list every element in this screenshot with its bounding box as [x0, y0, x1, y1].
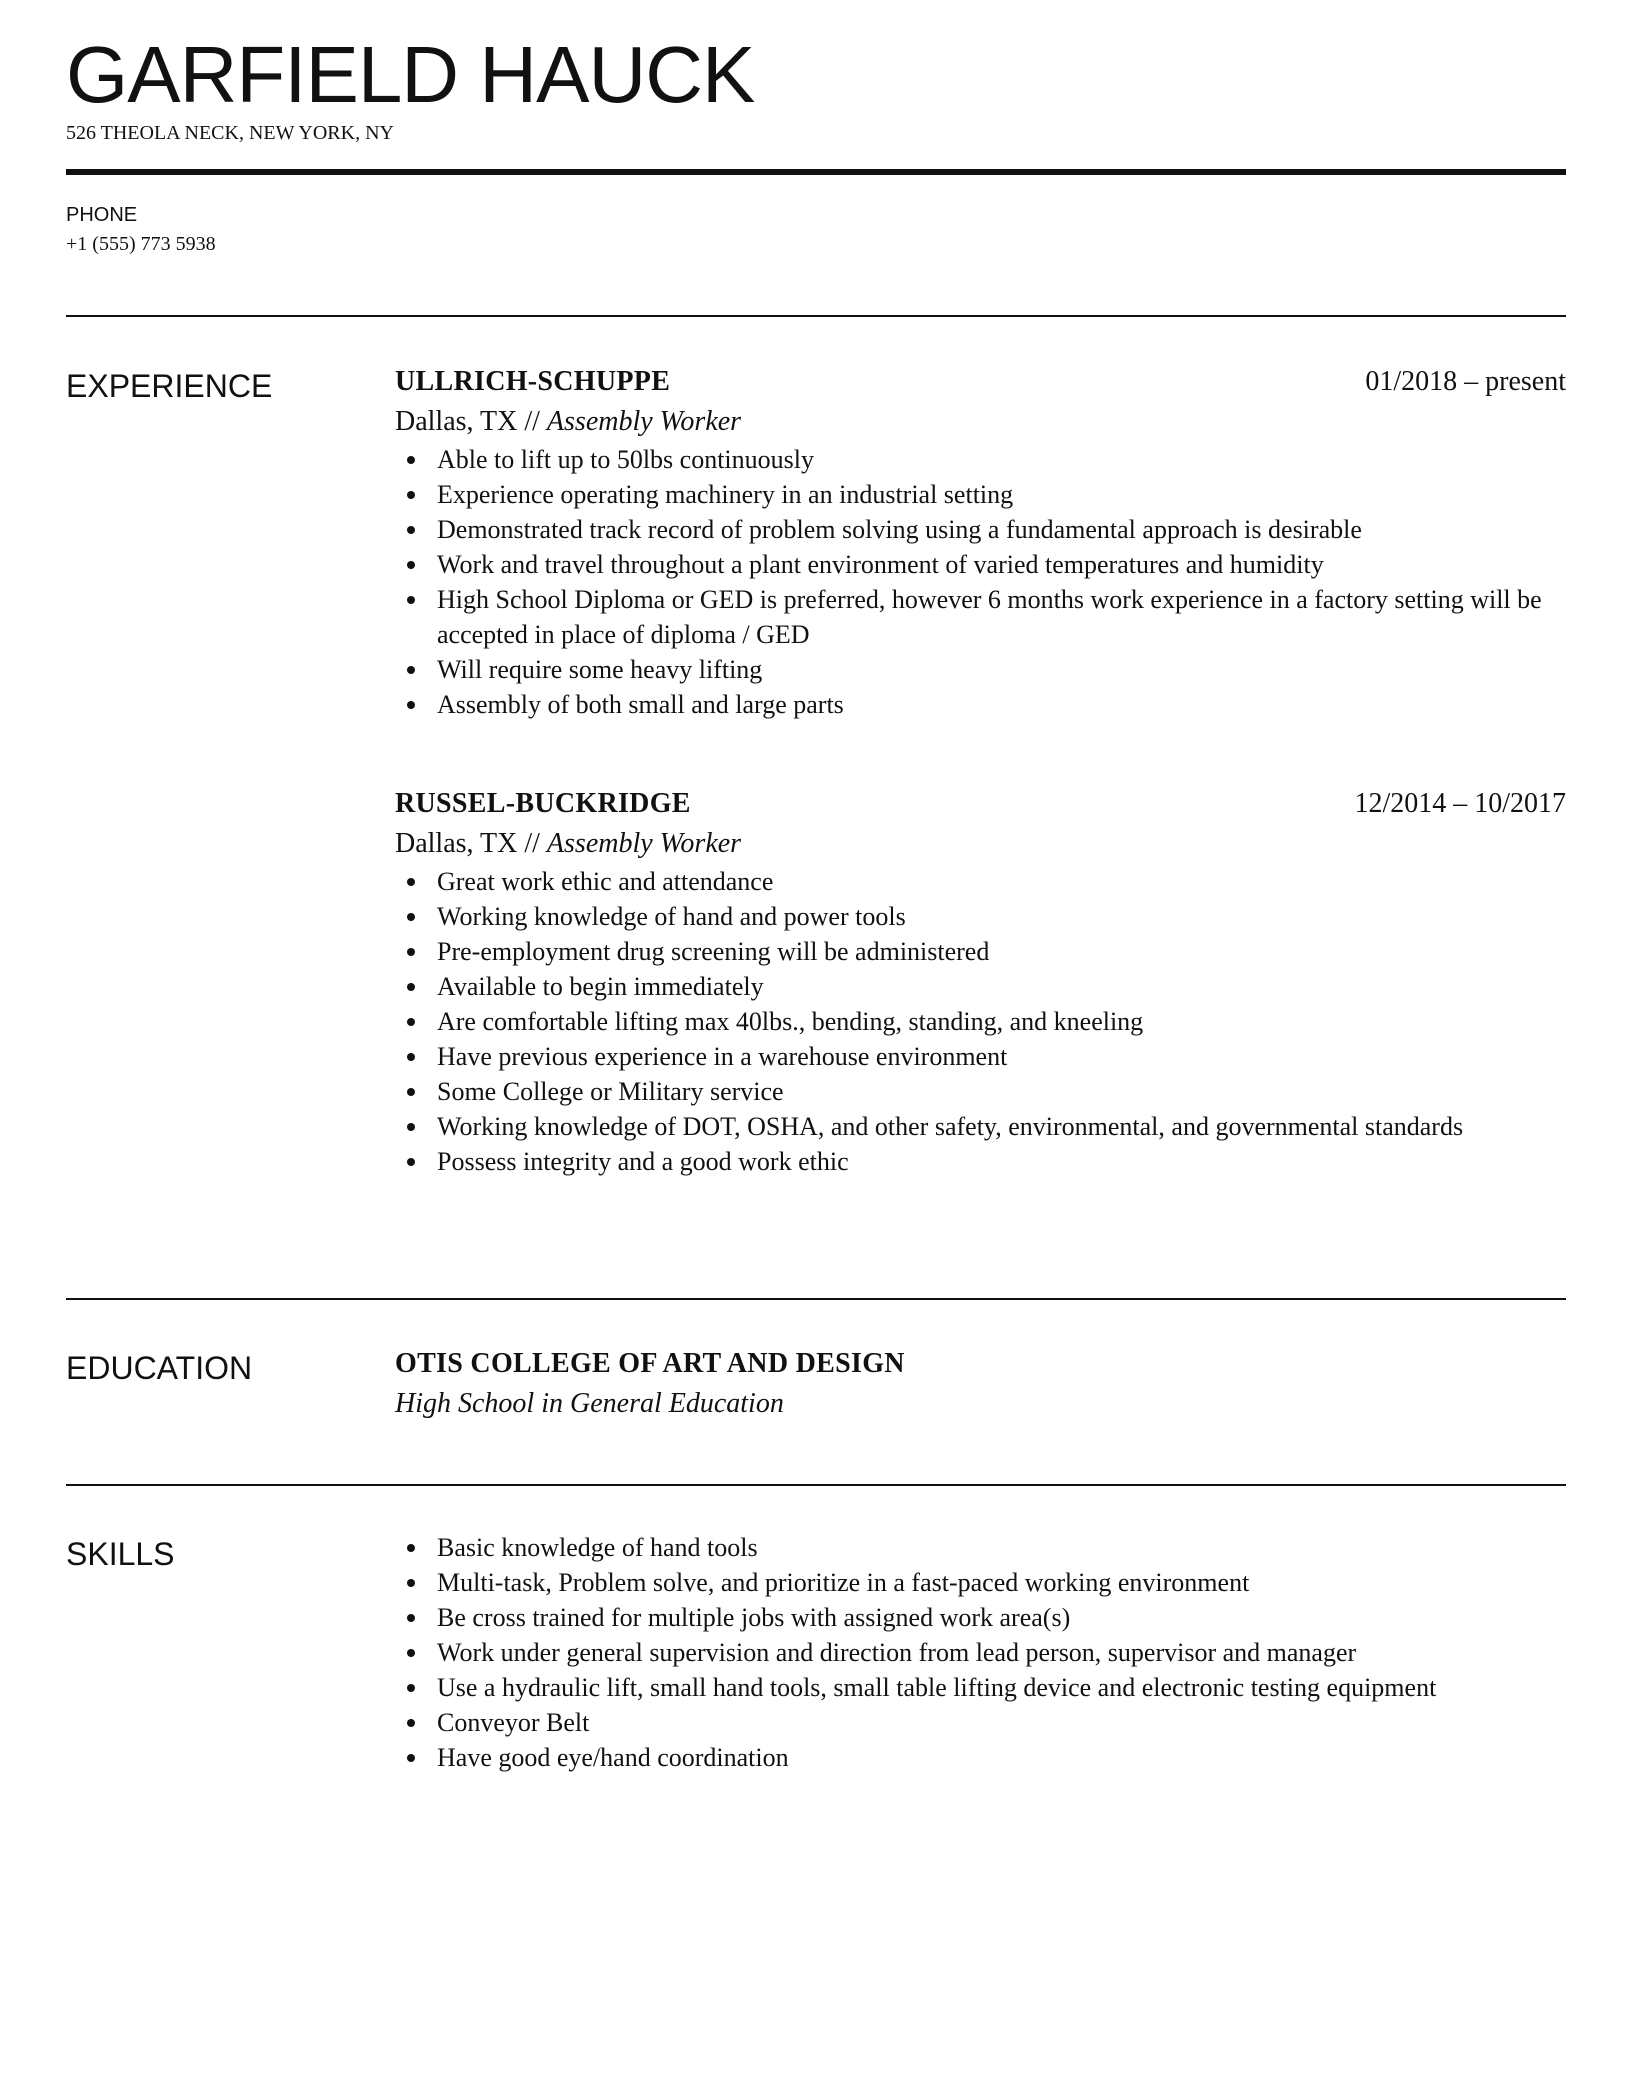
job-duties — [395, 864, 1566, 1179]
duty-item: Working knowledge of hand and power tools — [395, 899, 1566, 934]
section-divider — [66, 315, 1566, 317]
experience-heading: EXPERIENCE — [66, 368, 273, 404]
duty-item: Will require some heavy lifting — [395, 652, 1566, 687]
skill-item: Conveyor Belt — [395, 1705, 1566, 1740]
job-location: Dallas, TX — [395, 406, 518, 437]
job-duties — [395, 442, 1566, 722]
duty-item: Possess integrity and a good work ethic — [395, 1144, 1566, 1179]
duty-item: High School Diploma or GED is preferred, however 6 months work experience in a factory setting will be accepted in place of diploma / GED — [395, 582, 1566, 652]
job-location: Dallas, TX — [395, 828, 518, 859]
duty-item: Experience operating machinery in an industrial setting — [395, 477, 1566, 512]
phone-label: PHONE — [66, 204, 138, 226]
job-entry — [395, 362, 1566, 722]
job-dates: 01/2018 – present — [1365, 366, 1566, 397]
job-company: RUSSEL-BUCKRIDGE — [395, 788, 691, 819]
duty-item: Working knowledge of DOT, OSHA, and other safety, environmental, and governmental standards — [395, 1109, 1566, 1144]
candidate-address: 526 THEOLA NECK, NEW YORK, NY — [66, 122, 394, 144]
duty-item: Available to begin immediately — [395, 969, 1566, 1004]
job-separator: // — [524, 828, 540, 859]
degree: High School in General Education — [395, 1388, 784, 1419]
job-dates: 12/2014 – 10/2017 — [1354, 788, 1566, 819]
section-divider — [66, 1484, 1566, 1486]
skill-item: Work under general supervision and direction from lead person, supervisor and manager — [395, 1635, 1566, 1670]
duty-item: Demonstrated track record of problem solving using a fundamental approach is desirable — [395, 512, 1566, 547]
education-heading: EDUCATION — [66, 1350, 253, 1386]
skills-heading: SKILLS — [66, 1536, 175, 1572]
duty-item: Pre-employment drug screening will be administered — [395, 934, 1566, 969]
school-name: OTIS COLLEGE OF ART AND DESIGN — [395, 1348, 905, 1379]
skills-content — [395, 1530, 1566, 1775]
duty-item: Work and travel throughout a plant environment of varied temperatures and humidity — [395, 547, 1566, 582]
phone-number: +1 (555) 773 5938 — [66, 233, 216, 255]
experience-content — [395, 362, 1566, 1179]
header-divider — [66, 169, 1566, 175]
skill-item: Use a hydraulic lift, small hand tools, small table lifting device and electronic testing equipment — [395, 1670, 1566, 1705]
job-company: ULLRICH-SCHUPPE — [395, 366, 671, 397]
education-content — [395, 1344, 1566, 1424]
job-entry — [395, 784, 1566, 1179]
skills-list — [395, 1530, 1566, 1775]
job-role: Assembly Worker — [546, 406, 742, 437]
duty-item: Are comfortable lifting max 40lbs., bending, standing, and kneeling — [395, 1004, 1566, 1039]
duty-item: Assembly of both small and large parts — [395, 687, 1566, 722]
skill-item: Basic knowledge of hand tools — [395, 1530, 1566, 1565]
job-subline — [395, 824, 1566, 864]
candidate-name: GARFIELD HAUCK — [66, 30, 755, 119]
duty-item: Able to lift up to 50lbs continuously — [395, 442, 1566, 477]
section-divider — [66, 1298, 1566, 1300]
skill-item: Have good eye/hand coordination — [395, 1740, 1566, 1775]
job-role: Assembly Worker — [546, 828, 742, 859]
duty-item: Some College or Military service — [395, 1074, 1566, 1109]
duty-item: Have previous experience in a warehouse environment — [395, 1039, 1566, 1074]
skill-item: Multi-task, Problem solve, and prioritize in a fast-paced working environment — [395, 1565, 1566, 1600]
duty-item: Great work ethic and attendance — [395, 864, 1566, 899]
job-subline — [395, 402, 1566, 442]
skill-item: Be cross trained for multiple jobs with assigned work area(s) — [395, 1600, 1566, 1635]
job-separator: // — [524, 406, 540, 437]
